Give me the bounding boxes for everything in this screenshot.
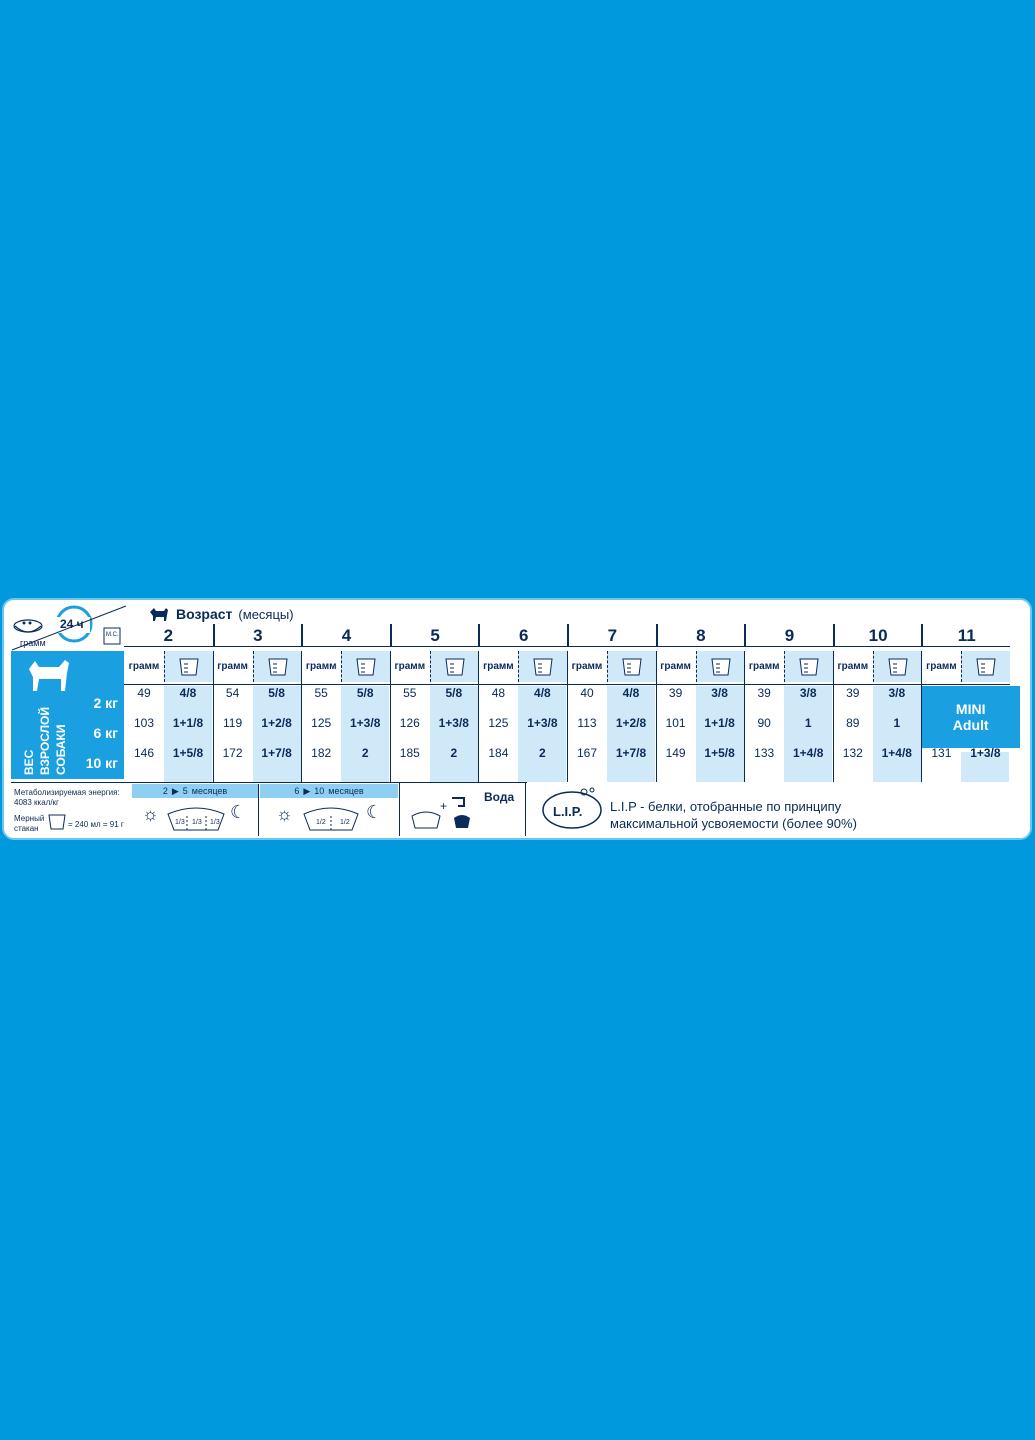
grams-value: 90: [757, 716, 771, 730]
bowl-halves-icon: [302, 804, 360, 832]
cups-value: 1+2/8: [615, 716, 647, 730]
sun-icon: ☼: [142, 804, 159, 824]
cup-header: [430, 651, 479, 682]
cups-value: 2: [450, 746, 458, 760]
grams-value: 113: [577, 716, 597, 730]
sun-icon: ☼: [276, 804, 293, 824]
gram-header: грамм: [394, 661, 426, 672]
month-header: 7: [567, 624, 656, 646]
grams-value: 48: [491, 686, 506, 700]
third-1: 1/3: [175, 819, 185, 826]
month-header: 4: [301, 624, 390, 646]
lip-line-1: L.I.P - белки, отобранные по принципу: [610, 799, 842, 814]
cup-info: [14, 814, 44, 834]
cups-value: 1+3/8: [438, 716, 469, 730]
weight-2kg: 2 кг: [93, 695, 118, 711]
mini-label: MINI: [955, 701, 986, 717]
third-2: 1/3: [192, 819, 202, 826]
month-header: 5: [390, 624, 479, 646]
cups-value: 1: [804, 716, 812, 730]
cup-line-2: стакан: [14, 824, 39, 833]
sub-header-row: [213, 651, 302, 682]
lip-badge-text: L.I.P.: [553, 804, 583, 819]
grams-value: 185: [399, 746, 420, 760]
column-divider: [833, 651, 834, 782]
cup-header: [253, 651, 302, 682]
measuring-cup-icon: [267, 658, 289, 676]
cups-value: 3/8: [888, 686, 906, 700]
svg-text:СОБАКИ: СОБАКИ: [54, 724, 68, 775]
range2-unit: месяцев: [328, 786, 364, 796]
month-header: 9: [744, 624, 833, 646]
cups-value: 4/8: [534, 686, 551, 700]
gram-header: грамм: [305, 661, 337, 672]
third-3: 1/3: [210, 819, 220, 826]
grams-value: 149: [665, 746, 686, 760]
moon-icon: ☾: [230, 802, 247, 822]
cups-value: 1+3/8: [970, 746, 1001, 760]
energy-line-1: Метаболизируемая энергия:: [14, 788, 120, 797]
feeding-table-card: [2, 598, 1032, 840]
grams-value: 132: [842, 746, 863, 760]
month-header: 2: [163, 626, 174, 645]
header-corner: [10, 604, 128, 652]
grams-value: 54: [225, 686, 240, 700]
month-header: 11: [921, 624, 1010, 646]
grams-value: 167: [576, 746, 598, 760]
cups-value: 5/8: [445, 686, 463, 700]
sub-header-row: [656, 651, 745, 682]
cups-value: 1+3/8: [350, 716, 381, 730]
cup-header: [164, 651, 213, 682]
cups-value: 2: [361, 746, 369, 760]
half-2: 1/2: [340, 819, 350, 826]
column-divider: [301, 651, 302, 782]
header-divider: [124, 646, 1010, 647]
sub-header-row: [301, 651, 390, 682]
month-header: 10: [833, 624, 922, 646]
column-divider: [390, 651, 391, 782]
energy-line-2: 4083 ккал/кг: [14, 798, 59, 807]
footer-vline-1: [258, 784, 259, 836]
cup-header: [341, 651, 390, 682]
sub-header-row: [567, 651, 656, 682]
range1-from: 2: [162, 786, 168, 796]
cup-line-1: Мерный: [14, 814, 45, 823]
grams-value: 89: [846, 716, 860, 730]
cup-header: [518, 651, 567, 682]
sub-header-row: [744, 651, 833, 682]
cups-value: 2: [539, 746, 546, 760]
column-divider: [213, 651, 214, 782]
grams-value: 126: [399, 716, 420, 730]
gram-header: грамм: [571, 661, 603, 672]
dog-silhouette-icon: [23, 657, 79, 697]
measuring-cup-icon: [48, 814, 66, 830]
grams-value: 39: [757, 686, 771, 700]
month-header: 6: [478, 624, 567, 646]
play-icon: ▶: [171, 785, 179, 796]
adult-label: Adult: [952, 717, 989, 733]
moon-icon: ☾: [366, 802, 383, 822]
range2-to: 10: [314, 786, 325, 796]
half-1: 1/2: [316, 819, 326, 826]
cups-value: 1+1/8: [172, 716, 204, 730]
grams-value: 101: [665, 716, 686, 730]
cups-value: 1+5/8: [704, 746, 735, 760]
measuring-cup-icon: [532, 658, 554, 676]
cups-value: 4/8: [179, 686, 197, 700]
dog-icon: [148, 606, 170, 622]
play-icon: ▶: [303, 785, 311, 796]
grams-value: 55: [314, 686, 328, 700]
cups-value: 1+3/8: [527, 716, 558, 730]
column-divider: [744, 651, 745, 782]
grams-value: 125: [311, 716, 332, 730]
mini-adult-badge: [921, 686, 1020, 748]
cups-value: 1+4/8: [793, 746, 824, 760]
hours-label: 24 ч: [60, 617, 84, 631]
cups-value: 5/8: [356, 686, 374, 700]
grams-value: 172: [222, 746, 243, 760]
adult-weight-vertical-label: [19, 707, 75, 775]
grams-value: 125: [488, 716, 509, 730]
range-2-5-months: [132, 784, 258, 798]
age-sub-label: (месяцы): [238, 606, 294, 622]
range-6-10-months: [260, 784, 398, 798]
gram-header: грамм: [926, 661, 957, 672]
footer-vline-3: [525, 782, 526, 836]
measuring-cup-icon: [178, 658, 200, 676]
sub-header-row: [921, 651, 1010, 682]
weight-panel: [11, 651, 124, 779]
grams-value: 103: [133, 716, 155, 730]
cups-value: 5/8: [268, 686, 285, 700]
footer-divider: [11, 782, 527, 783]
sub-header-row: [124, 651, 213, 682]
month-header: 8: [656, 624, 745, 646]
gram-header: грамм: [483, 661, 514, 672]
cup-header: [873, 651, 922, 682]
measuring-cup-icon: [887, 658, 909, 676]
range1-to: 5: [182, 786, 188, 796]
column-divider: [656, 651, 657, 782]
bowl-thirds-icon: [166, 804, 226, 832]
measuring-cup-icon: [444, 658, 466, 676]
grams-value: 119: [223, 716, 243, 730]
svg-text:+: +: [440, 799, 448, 813]
grams-value: 55: [403, 686, 417, 700]
cup-header: [607, 651, 656, 682]
weight-6kg: 6 кг: [93, 725, 118, 741]
cup-header: [784, 651, 833, 682]
cups-value: 1+5/8: [172, 746, 204, 760]
cup-label-corner: М.С.: [106, 632, 119, 638]
bowl-plus-water-icon: [410, 796, 480, 832]
weight-10kg: 10 кг: [85, 755, 118, 771]
range1-unit: месяцев: [191, 786, 228, 796]
cups-value: 1: [893, 716, 901, 730]
grams-value: 182: [311, 746, 332, 760]
measuring-cup-icon: [621, 658, 643, 676]
cups-value: 3/8: [711, 686, 728, 700]
svg-text:ВЕС: ВЕС: [22, 749, 36, 775]
measuring-cup-icon: [798, 658, 820, 676]
lip-line-2: максимальной усвояемости (более 90%): [610, 816, 857, 831]
range2-from: 6: [294, 786, 300, 796]
energy-info: [14, 788, 120, 808]
month-header: 3: [213, 624, 302, 646]
gram-header: грамм: [128, 661, 160, 672]
gram-header: грамм: [217, 661, 248, 672]
cup-value: = 240 мл = 91 г: [68, 820, 124, 829]
sub-header-row: [390, 651, 479, 682]
grams-value: 39: [846, 686, 860, 700]
gram-label-corner: грамм: [20, 638, 46, 648]
cups-value: 1+1/8: [704, 716, 735, 730]
subheader-divider: [124, 684, 1010, 685]
measuring-cup-icon: [710, 658, 732, 676]
lip-description: [610, 798, 857, 832]
grams-value: 40: [580, 686, 594, 700]
grams-value: 131: [931, 746, 952, 760]
measuring-cup-icon: [355, 658, 377, 676]
cups-value: 1+4/8: [881, 746, 912, 760]
cups-value: 4/8: [622, 686, 640, 700]
age-title: [148, 606, 294, 622]
column-divider: [921, 651, 922, 782]
grams-value: 184: [488, 746, 509, 760]
sub-header-row: [478, 651, 567, 682]
column-divider: [478, 651, 479, 782]
column-divider: [567, 651, 568, 782]
gram-header: грамм: [660, 661, 691, 672]
grams-value: 49: [137, 686, 151, 700]
grams-value: 133: [754, 746, 775, 760]
grams-value: 146: [133, 746, 155, 760]
water-label: Вода: [484, 790, 515, 804]
cups-value: 1+7/8: [615, 746, 647, 760]
gram-header: грамм: [837, 661, 869, 672]
gram-header: грамм: [748, 661, 780, 672]
cup-header: [696, 651, 745, 682]
age-label: Возраст: [176, 606, 233, 622]
cups-value: 3/8: [799, 686, 817, 700]
cups-value: 1+7/8: [261, 746, 292, 760]
svg-text:ВЗРОСЛОЙ: ВЗРОСЛОЙ: [38, 707, 52, 775]
sub-header-row: [833, 651, 922, 682]
cups-value: 1+2/8: [261, 716, 292, 730]
grams-value: 39: [668, 686, 683, 700]
measuring-cup-icon: [975, 658, 997, 676]
cup-header: [961, 651, 1010, 682]
footer-vline-2: [399, 782, 400, 836]
